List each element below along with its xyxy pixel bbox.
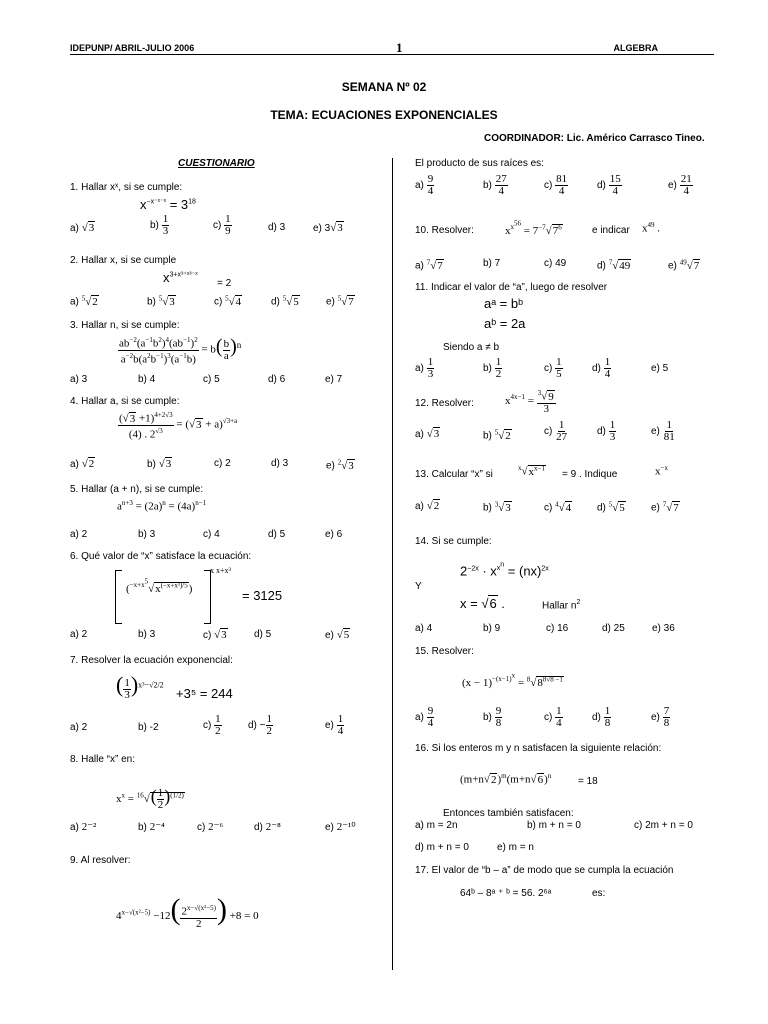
q4-opt-d: d) 3 <box>271 458 289 469</box>
q4-opt-e: e) $^2$√3 <box>326 458 354 472</box>
q14-y: Y <box>415 581 422 592</box>
q6-bracket-right <box>204 570 211 624</box>
q1-opt-e: e) 3√3 <box>313 222 343 234</box>
page-header <box>70 40 714 55</box>
q10-opt-a: a) $^7$√7 <box>415 258 443 272</box>
q17-text: 17. El valor de “b – a” de modo que se cumpla la ecuación <box>415 865 674 876</box>
q3-text: 3. Hallar n, si se cumple: <box>70 320 180 331</box>
q13-target: $x^{-x}$ <box>655 464 668 478</box>
q10-opt-b: b) 7 <box>483 258 501 269</box>
q4-opt-c: c) 2 <box>214 458 231 469</box>
q3-opt-c: c) 5 <box>203 374 220 385</box>
q14-opt-b: b) 9 <box>483 623 501 634</box>
q10-mid: e indicar <box>592 225 630 236</box>
q15-opt-b: b) $\frac{9}{8}$ <box>483 705 502 729</box>
q14-hallar: Hallar $n^2$ <box>542 599 581 612</box>
page-number: 1 <box>396 40 403 55</box>
q6-opt-a: a) 2 <box>70 629 88 640</box>
q5-opt-d: d) 5 <box>268 529 286 540</box>
q17-equation: 64ᵇ – 8ᵃ ⁺ ᵇ = 56. 2⁶ᵃ <box>460 888 552 899</box>
q2-opt-d: d) $^5$√5 <box>271 294 299 308</box>
q5-opt-e: e) 6 <box>325 529 343 540</box>
q11-condition: Siendo a ≠ b <box>443 342 500 353</box>
q5-opt-a: a) 2 <box>70 529 88 540</box>
q9-opt-c: c) $\frac{81}{4}$ <box>544 173 568 197</box>
q16-opt-b: b) m + n = 0 <box>527 820 581 831</box>
q2-opt-c: c) $^5$√4 <box>214 294 242 308</box>
q9-opt-e: e) $\frac{21}{4}$ <box>668 173 692 197</box>
q7-opt-b: b) -2 <box>138 722 159 733</box>
q15-opt-e: e) $\frac{7}{8}$ <box>651 705 670 729</box>
q1-opt-c: c) $\frac{1}{9}$ <box>213 213 231 237</box>
q12-opt-e: e) $\frac{1}{81}$ <box>651 419 675 443</box>
q8-opt-a: a) 2⁻² <box>70 821 97 833</box>
q6-rhs: = 3125 <box>242 588 283 603</box>
q3-opt-b: b) 4 <box>138 374 156 385</box>
q12-opt-b: b) $^5$√2 <box>483 428 511 442</box>
q15-opt-c: c) $\frac{1}{4}$ <box>544 705 562 729</box>
q16-rhs: = 18 <box>578 776 598 787</box>
q7-opt-d: d) − $\frac{1}{2}$ <box>248 713 273 737</box>
q9-equation: $4^{x-√(x^2-5)} -12$( $\frac{2^{x-√(x^2-5)}}{2}$ ) +8 = 0 <box>116 893 259 930</box>
q6-opt-d: d) 5 <box>254 629 272 640</box>
q6-exponent: x x+x³ <box>210 566 231 575</box>
column-divider <box>392 158 393 970</box>
q13-opt-a: a) √2 <box>415 500 440 512</box>
q9-intro: El producto de sus raíces es: <box>415 158 544 169</box>
q6-opt-c: c) √3 <box>203 629 227 641</box>
q1-text: 1. Hallar xˣ, si se cumple: <box>70 182 183 193</box>
q5-opt-c: c) 4 <box>203 529 220 540</box>
q14-opt-c: c) 16 <box>546 623 569 634</box>
q7-opt-c: c) $\frac{1}{2}$ <box>203 713 221 737</box>
q11-opt-c: c) $\frac{1}{5}$ <box>544 356 562 380</box>
q11-eq2: aᵇ = 2a <box>484 316 526 331</box>
q6-opt-e: e) √5 <box>325 629 350 641</box>
q16-opt-c: c) 2m + n = 0 <box>634 820 693 831</box>
q9-opt-b: b) $\frac{27}{4}$ <box>483 173 507 197</box>
q12-text: 12. Resolver: <box>415 398 474 409</box>
q3-opt-a: a) 3 <box>70 374 88 385</box>
q13-equation: $^x√x^{x-1}$ <box>518 464 545 478</box>
q14-x: x = √6 . <box>460 596 505 611</box>
q10-target: $x^{49}$ . <box>642 221 660 235</box>
q7-rhs: +3⁵ = 244 <box>176 686 233 701</box>
q2-opt-e: e) $^5$√7 <box>326 294 354 308</box>
q4-equation: $\frac{(√3 +1)^{4+2√3}}{(4) . 2^{√3}}$ = $(√3 + a)^{√3+a}$ <box>119 411 238 441</box>
q16-then: Entonces también satisfacen: <box>443 808 574 819</box>
q14-opt-d: d) 25 <box>602 623 625 634</box>
q5-opt-b: b) 3 <box>138 529 156 540</box>
q10-text: 10. Resolver: <box>415 225 474 236</box>
q13-text: 13. Calcular “x” si <box>415 469 493 480</box>
q12-opt-d: d) $\frac{1}{3}$ <box>597 419 616 443</box>
q7-text: 7. Resolver la ecuación exponencial: <box>70 655 233 666</box>
q14-text: 14. Si se cumple: <box>415 536 492 547</box>
q4-text: 4. Hallar a, si se cumple: <box>70 396 180 407</box>
q2-opt-b: b) $^5$√3 <box>147 294 175 308</box>
q14-equation: $2^{-2x} \cdot x^{x^n} = (nx)^{2x}$ <box>460 562 549 579</box>
q16-opt-d: d) m + n = 0 <box>415 842 469 853</box>
cuestionario-heading: CUESTIONARIO <box>178 158 255 169</box>
q2-opt-a: a) $^5$√2 <box>70 294 98 308</box>
q13-mid: = 9 . Indique <box>562 469 618 480</box>
q14-opt-a: a) 4 <box>415 623 433 634</box>
q8-text: 8. Halle “x” en: <box>70 754 136 765</box>
q16-equation: $(m+n√2)^m(m+n√6)^n$ <box>460 772 552 786</box>
q6-text: 6. Qué valor de “x” satisface la ecuación: <box>70 551 252 562</box>
q1-opt-a: a) √3 <box>70 222 95 234</box>
q2-text: 2. Hallar x, si se cumple <box>70 255 177 266</box>
q10-opt-e: e) $^{49}$√7 <box>668 258 700 272</box>
q16-text: 16. Si los enteros m y n satisfacen la siguiente relación: <box>415 743 662 754</box>
q8-opt-b: b) 2⁻⁴ <box>138 821 165 833</box>
q1-opt-b: b) $\frac{1}{3}$ <box>150 213 169 237</box>
q16-opt-a: a) m = 2n <box>415 820 458 831</box>
q8-opt-e: e) 2⁻¹⁰ <box>325 821 356 833</box>
q10-opt-d: d) $^7$√49 <box>597 258 631 272</box>
q6-equation: $(^{-x+x^5}√x^{(-x+x^3)/5})$ <box>126 578 193 595</box>
q2-rhs: = 2 <box>217 278 232 289</box>
q16-opt-e: e) m = n <box>497 842 534 853</box>
q13-opt-c: c) $^4$√4 <box>544 500 572 514</box>
q17-es: es: <box>592 888 606 899</box>
q7-equation: ( $\frac{1}{3}$ )$^{x^3-√2/2}$ <box>116 672 164 701</box>
q15-opt-a: a) $\frac{9}{4}$ <box>415 705 434 729</box>
q4-opt-b: b) √3 <box>147 458 172 470</box>
q14-opt-e: e) 36 <box>652 623 675 634</box>
q5-text: 5. Hallar (a + n), si se cumple: <box>70 484 204 495</box>
q7-opt-a: a) 2 <box>70 722 88 733</box>
q9-text: 9. Al resolver: <box>70 855 131 866</box>
q6-opt-b: b) 3 <box>138 629 156 640</box>
q3-equation: $\frac{ab^{-2}(a^{-1}b^2)^4(ab^{-1})^2}{a^{-2}b(a^2b^{-1})^3(a^{-1}b)}$ = b( $\frac{b}{a}$ )$^n$ <box>119 335 242 366</box>
q11-eq1: aᵃ = bᵇ <box>484 296 524 311</box>
q8-equation: $x^x = ^{16}√$( $\frac{1}{2}$ )$^{(1/2)}$ <box>116 786 184 811</box>
q12-equation: $x^{4x-1}$ = $\frac{^3√9}{3}$ <box>505 389 554 415</box>
q3-opt-d: d) 6 <box>268 374 286 385</box>
header-left: IDEPUNP/ ABRIL-JULIO 2006 <box>70 43 195 53</box>
q15-text: 15. Resolver: <box>415 646 474 657</box>
q4-opt-a: a) √2 <box>70 458 95 470</box>
q9-opt-a: a) $\frac{9}{4}$ <box>415 173 434 197</box>
q11-opt-b: b) $\frac{1}{2}$ <box>483 356 502 380</box>
q15-equation: $(x - 1)^{-(x-1)^x} = ^8√8^{8√8 -1}$ <box>462 672 563 689</box>
q10-opt-c: c) 49 <box>544 258 567 269</box>
q13-opt-b: b) $^3$√3 <box>483 500 511 514</box>
q1-opt-d: d) 3 <box>268 222 286 233</box>
q15-opt-d: d) $\frac{1}{8}$ <box>592 705 611 729</box>
q3-opt-e: e) 7 <box>325 374 343 385</box>
q6-bracket-left <box>115 570 122 624</box>
q7-opt-e: e) $\frac{1}{4}$ <box>325 713 344 737</box>
q1-equation: $x^{-x^-ˣ^-ˣ} = 3^{18}$ <box>140 197 196 212</box>
header-right: ALGEBRA <box>613 43 658 53</box>
coordinator: COORDINADOR: Lic. Américo Carrasco Tineo. <box>484 133 705 144</box>
q13-opt-e: e) $^7$√7 <box>651 500 679 514</box>
q10-equation: $x^{x^{56}} = 7^{-7}√7^6$ <box>505 220 562 237</box>
q9-opt-d: d) $\frac{15}{4}$ <box>597 173 621 197</box>
q12-opt-a: a) √3 <box>415 428 440 440</box>
q2-equation: $x^{3+x^{3+}ˣ^{3-}ˣ}$ <box>163 270 198 285</box>
tema-title: TEMA: ECUACIONES EXPONENCIALES <box>270 108 498 122</box>
q5-equation: $a^{n+3} = (2a)^n = (4a)^{n-1}$ <box>117 499 207 513</box>
q11-opt-a: a) $\frac{1}{3}$ <box>415 356 434 380</box>
q11-text: 11. Indicar el valor de “a”, luego de resolver <box>415 282 608 293</box>
q13-opt-d: d) $^5$√5 <box>597 500 625 514</box>
q8-opt-d: d) 2⁻⁸ <box>254 821 281 833</box>
q11-opt-e: e) 5 <box>651 363 669 374</box>
q8-opt-c: c) 2⁻⁶ <box>197 821 224 833</box>
q12-opt-c: c) $\frac{1}{27}$ <box>544 419 568 443</box>
q11-opt-d: d) $\frac{1}{4}$ <box>592 356 611 380</box>
semana-title: SEMANA Nº 02 <box>341 80 427 94</box>
